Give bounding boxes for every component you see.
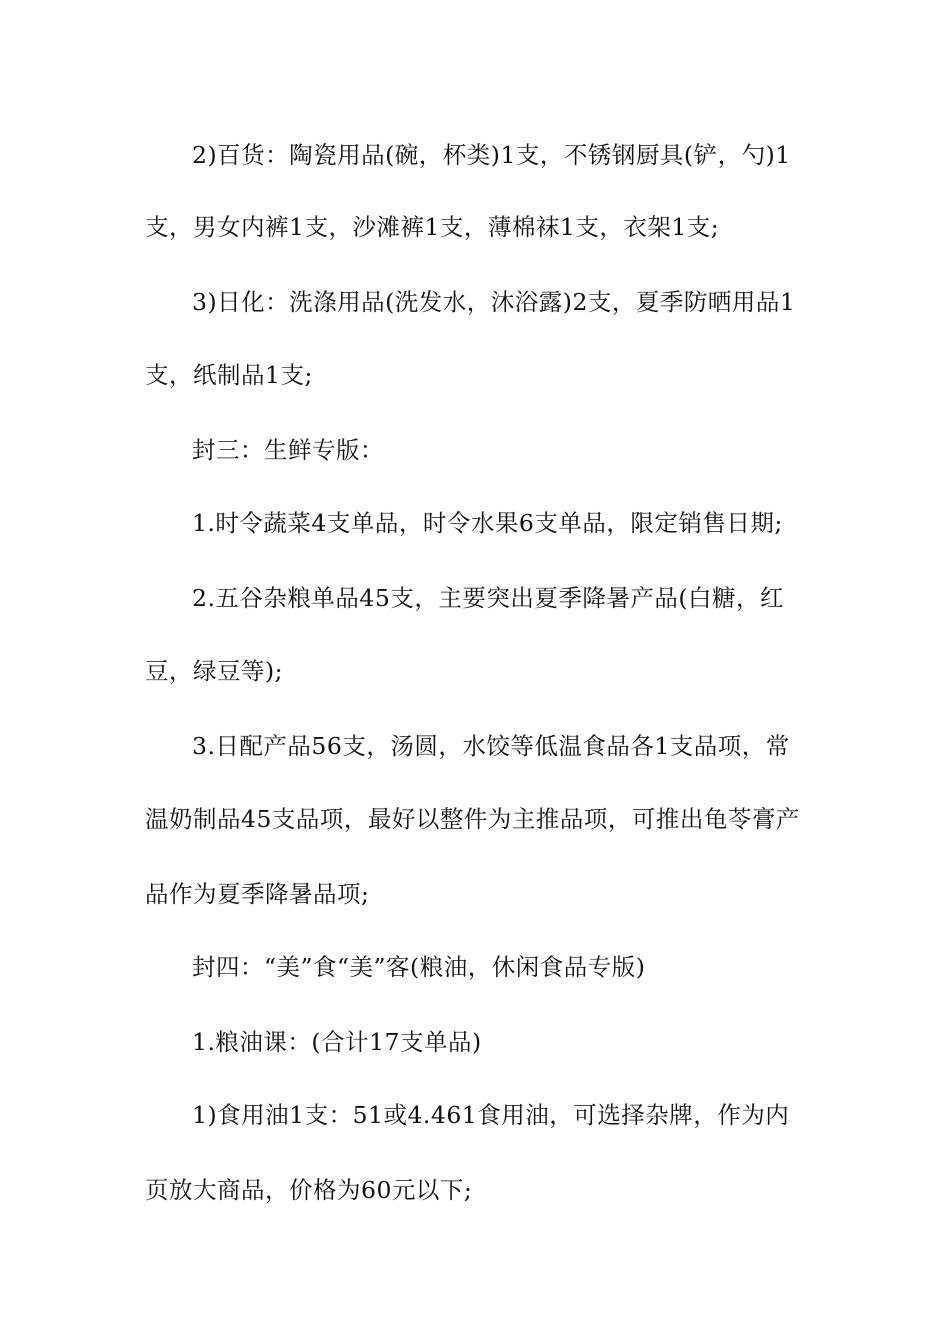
- text-line-9: 3.日配产品56支，汤圆，水饺等低温食品各1支品项，常: [192, 732, 790, 760]
- section-heading-cover3: 封三：生鲜专版：: [192, 436, 384, 464]
- text-line-4: 支，纸制品1支;: [145, 361, 313, 389]
- text-line-13: 1.粮油课：(合计17支单品): [192, 1028, 482, 1056]
- text-line-2: 支，男女内裤1支，沙滩裤1支，薄棉袜1支，衣架1支;: [145, 213, 720, 241]
- text-line-6: 1.时令蔬菜4支单品，时令水果6支单品，限定销售日期;: [192, 509, 783, 537]
- text-line-10: 温奶制品45支品项，最好以整件为主推品项，可推出龟苓膏产: [145, 805, 800, 833]
- text-line-7: 2.五谷杂粮单品45支，主要突出夏季降暑产品(白糖，红: [192, 584, 784, 612]
- text-line-3: 3)日化：洗涤用品(洗发水，沐浴露)2支，夏季防晒用品1: [192, 288, 796, 316]
- text-line-1: 2)百货：陶瓷用品(碗，杯类)1支，不锈钢厨具(铲，勺)1: [192, 141, 791, 169]
- section-heading-cover4: 封四：“美”食“美”客(粮油，休闲食品专版): [192, 953, 646, 981]
- text-line-11: 品作为夏季降暑品项;: [145, 880, 370, 908]
- text-line-15: 页放大商品，价格为60元以下;: [145, 1176, 473, 1204]
- text-line-14: 1)食用油1支：51或4.461食用油，可选择杂牌，作为内: [192, 1101, 790, 1129]
- text-line-8: 豆，绿豆等);: [145, 657, 284, 685]
